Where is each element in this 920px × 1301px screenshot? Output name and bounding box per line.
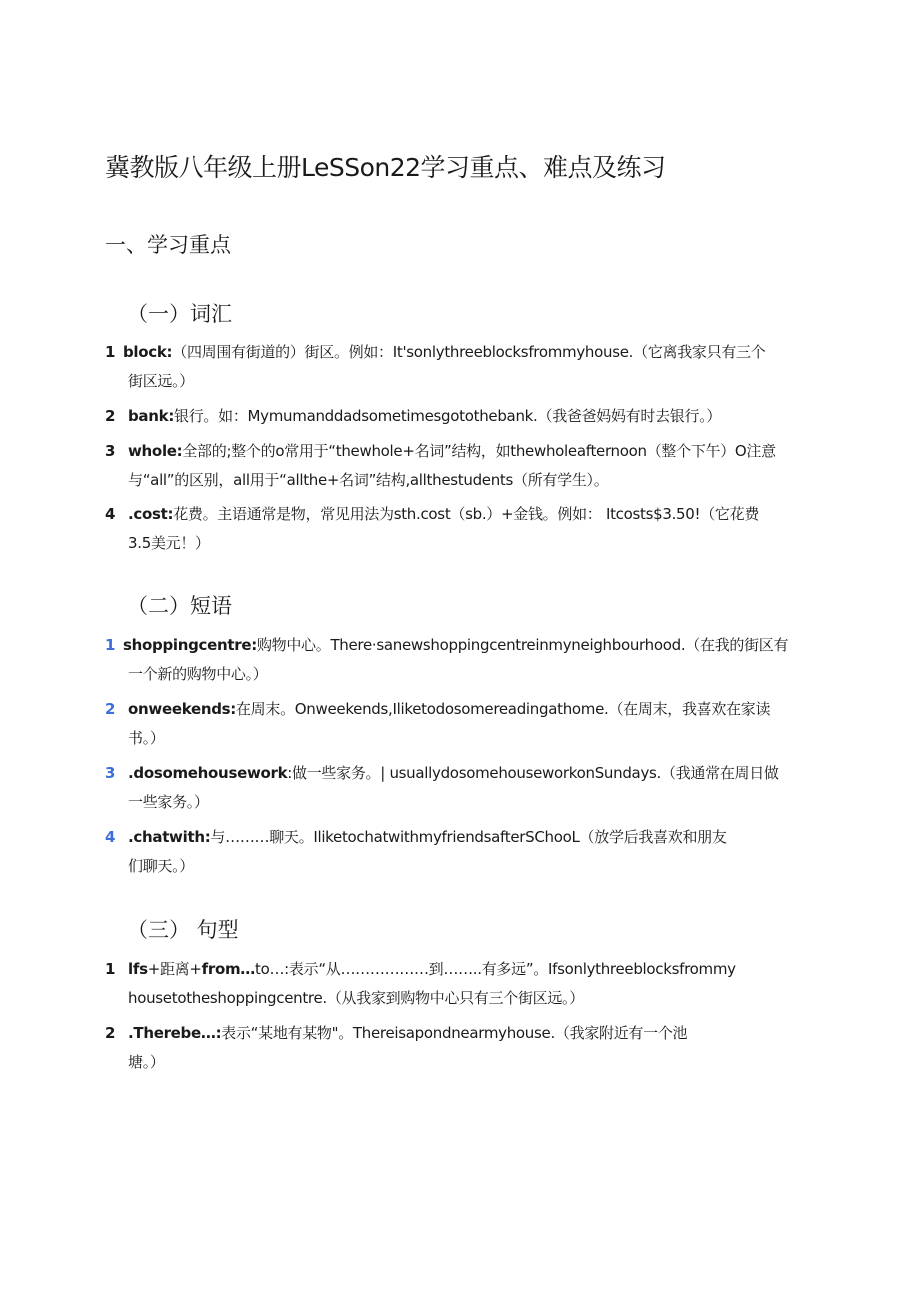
item-term: .dosomehousework [128, 764, 288, 782]
item-text: 银行。如：Mymumanddadsometimesgotothebank.（我爸爸妈妈有时去银行。） [174, 407, 722, 425]
item-term: from… [201, 960, 255, 978]
item-term: onweekends: [128, 700, 236, 718]
vocab-item-4 [105, 500, 815, 558]
pattern-item-2 [105, 1019, 815, 1077]
patterns-heading: （三） 句型 [127, 918, 239, 942]
item-text-cont: 一个新的购物中心。） [128, 665, 268, 683]
item-text-cont: 街区远。） [128, 372, 195, 390]
item-number: 1 [105, 636, 116, 654]
phrase-item-4 [105, 823, 815, 881]
section-heading-key-points: 一、学习重点 [105, 233, 231, 257]
item-term: .Therebe…: [128, 1024, 222, 1042]
item-number: 4 [105, 505, 116, 523]
item-number: 3 [105, 442, 116, 460]
item-text-cont: 书。） [128, 729, 165, 747]
item-term: .cost: [128, 505, 174, 523]
item-number: 3 [105, 764, 116, 782]
item-text: 在周末。Onweekends,Iliketodosomereadingathome.（在周末，我喜欢在家读 [235, 700, 771, 718]
phrase-item-2 [105, 695, 815, 753]
item-term: whole: [128, 442, 183, 460]
item-text-cont: housetotheshoppingcentre.（从我家到购物中心只有三个街区远。） [128, 989, 584, 1007]
phrase-item-1 [105, 631, 815, 689]
item-text: （四周围有街道的）街区。例如：It'sonlythreeblocksfrommyhouse.（它离我家只有三个 [172, 343, 766, 361]
item-text-cont: 与“all”的区别，all用于“allthe+名词”结构,allthestudents（所有学生）。 [128, 471, 609, 489]
item-text-cont: 3.5美元！） [128, 534, 210, 552]
item-text-cont: 一些家务。） [128, 793, 209, 811]
pattern-item-1 [105, 955, 815, 1013]
item-number: 2 [105, 407, 116, 425]
item-text: 与………聊天。IliketochatwithmyfriendsafterSChooL（放学后我喜欢和朋友 [210, 828, 727, 846]
item-text: 表示“某地有某物"。Thereisapondnearmyhouse.（我家附近有一个池 [221, 1024, 688, 1042]
item-term: block: [123, 343, 173, 361]
item-term: shoppingcentre: [123, 636, 257, 654]
item-term: bank: [128, 407, 175, 425]
item-term: lfs [128, 960, 148, 978]
item-term: .chatwith: [128, 828, 211, 846]
item-number: 1 [105, 343, 116, 361]
item-number: 4 [105, 828, 116, 846]
vocab-item-3 [105, 437, 815, 495]
phrase-item-3 [105, 759, 815, 817]
vocab-item-2 [105, 402, 815, 431]
item-text: :做一些家务。| usuallydosomehouseworkonSundays.（我通常在周日做 [287, 764, 779, 782]
page-title: 冀教版八年级上册LeSSon22学习重点、难点及练习 [105, 153, 666, 182]
vocab-heading: （一）词汇 [127, 302, 232, 326]
item-number: 2 [105, 700, 116, 718]
item-text: to…:表示“从………………到……..有多远”。Ifsonlythreeblocksfrommy [255, 960, 736, 978]
item-number: 2 [105, 1024, 116, 1042]
item-number: 1 [105, 960, 116, 978]
item-text: 全部的;整个的o常用于“thewhole+名词”结构，如thewholeafternoon（整个下午）O注意 [182, 442, 776, 460]
vocab-item-1 [105, 338, 815, 396]
item-text-cont: 们聊天。） [128, 857, 195, 875]
item-text-cont: 塘。） [128, 1053, 165, 1071]
item-text: +距离+ [147, 960, 202, 978]
item-text: 花费。主语通常是物，常见用法为sth.cost（sb.）+金钱。例如： Itcosts$3.50!（它花费 [173, 505, 760, 523]
item-text: 购物中心。There·sanewshoppingcentreinmyneighbourhood.（在我的街区有 [256, 636, 789, 654]
phrases-heading: （二）短语 [127, 594, 232, 618]
